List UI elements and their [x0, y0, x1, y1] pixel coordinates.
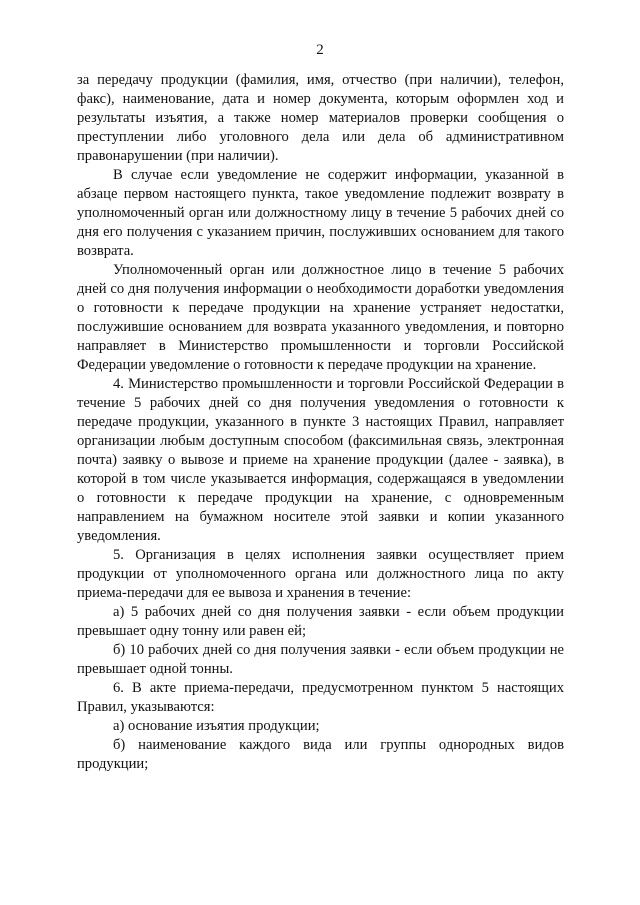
paragraph-item-6b: б) наименование каждого вида или группы однородных видов продукции; — [77, 737, 564, 772]
page-number: 2 — [316, 42, 324, 58]
paragraph-item-6: 6. В акте приема-передачи, предусмотренном пунктом 5 настоящих Правил, указываются: — [77, 680, 564, 715]
paragraph-item-6a: а) основание изъятия продукции; — [113, 718, 320, 734]
paragraph-correction: Уполномоченный орган или должностное лицо в течение 5 рабочих дней со дня получения информации о необходимости доработки уведомления о готовности к передаче продукции на хранение устраняет недостатки, послужившие основанием для возврата указанного уведомления, и повторно направляет в Министерство промышленности и торговли Российской Федерации уведомление о готовности к передаче продукции на хранение. — [77, 262, 564, 373]
paragraph-item-5a: а) 5 рабочих дней со дня получения заявки - если объем продукции превышает одну тонну или равен ей; — [77, 604, 564, 639]
paragraph-item-4: 4. Министерство промышленности и торговли Российской Федерации в течение 5 рабочих дней со дня получения уведомления о готовности к передаче продукции, указанного в пункте 3 настоящих Правил, направляет организации любым доступным способом (факсимильная связь, электронная почта) заявку о вывозе и приеме на хранение продукции (далее - заявка), в которой в том числе указывается информация, содержащаяся в уведомлении о готовности к передаче продукции на хранение, с одновременным направлением на бумажном носителе этой заявки и копии указанного уведомления. — [77, 376, 564, 544]
paragraph-item-5b: б) 10 рабочих дней со дня получения заявки - если объем продукции не превышает одной тонны. — [77, 642, 564, 677]
paragraph-item-5: 5. Организация в целях исполнения заявки осуществляет прием продукции от уполномоченного органа или должностного лица по акту приема-передачи для ее вывоза и хранения в течение: — [77, 547, 564, 601]
document-body — [77, 71, 564, 774]
paragraph-continuation: за передачу продукции (фамилия, имя, отчество (при наличии), телефон, факс), наименование, дата и номер документа, которым оформлен ход и результаты изъятия, а также номер материалов проверки сообщения о преступлении либо уголовного дела или дела об административном правонарушении (при наличии). — [77, 72, 564, 164]
paragraph-return-notice: В случае если уведомление не содержит информации, указанной в абзаце первом настоящего пункта, такое уведомление подлежит возврату в уполномоченный орган или должностному лицу в течение 5 рабочих дней со дня его получения с указанием причин, послуживших основанием для такого возврата. — [77, 167, 564, 259]
